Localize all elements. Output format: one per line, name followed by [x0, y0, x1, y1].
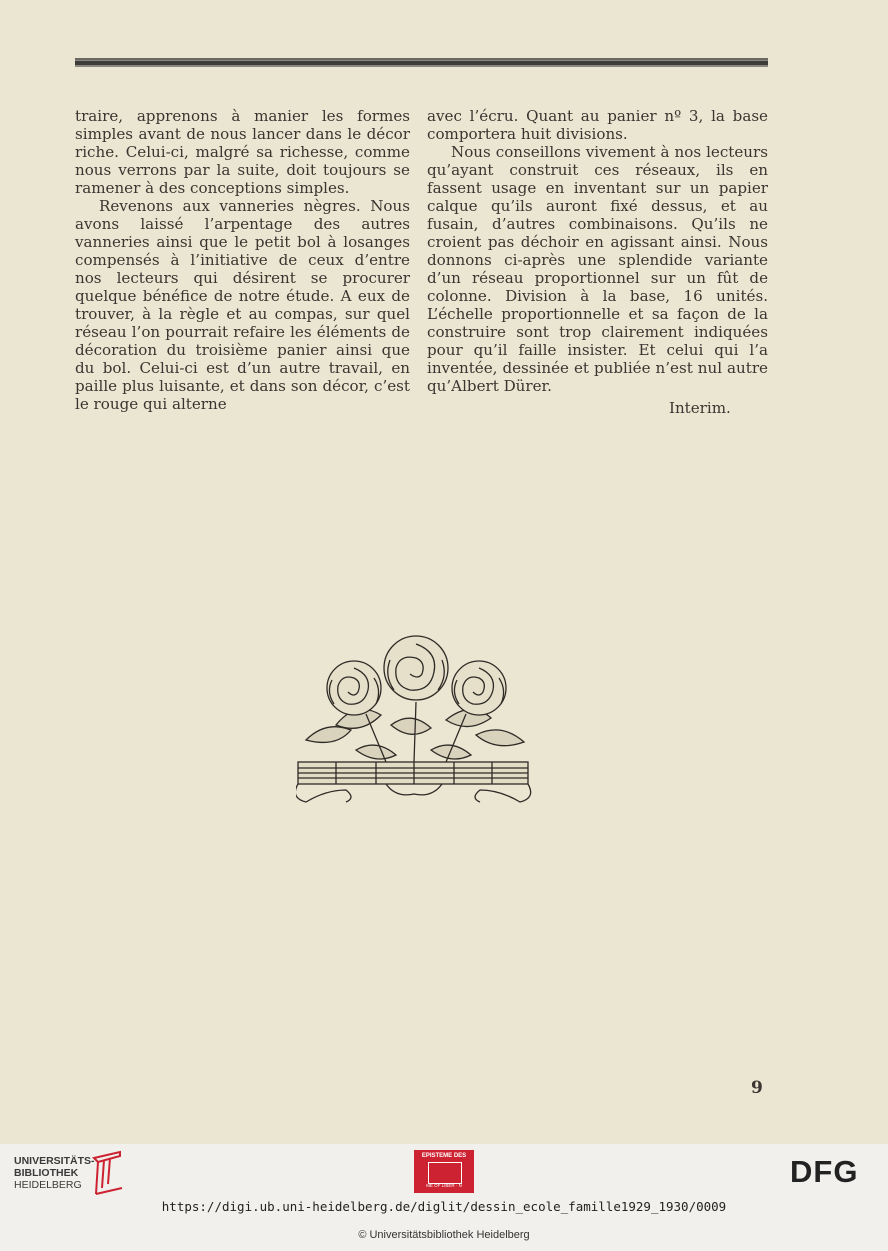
- right-paragraph-1: avec l’écru. Quant au panier nº 3, la base comportera huit divisions.: [427, 107, 768, 143]
- signature: Interim.: [669, 399, 731, 417]
- epistemes-emblem-icon: [428, 1162, 462, 1184]
- left-column: [75, 107, 410, 413]
- left-paragraph-1: traire, apprenons à manier les formes simples avant de nous lancer dans le décor riche. Celui-ci, malgré sa richesse, comme nous verrons par la suite, doit toujours se ramener à des conceptions simples.: [75, 107, 410, 197]
- library-logo[interactable]: [14, 1155, 95, 1191]
- header-rule: [75, 58, 768, 67]
- permalink-url[interactable]: https://digi.ub.uni-heidelberg.de/diglit/dessin_ecole_famille1929_1930/0009: [161, 1199, 727, 1214]
- dfg-logo[interactable]: DFG: [790, 1154, 859, 1189]
- left-paragraph-2: Revenons aux vanneries nègres. Nous avons laissé l’arpentage des autres vanneries ainsi que le petit bol à losanges compensés à l’initiative de ceux d’entre nos lecteurs qui désirent se procurer quelque bénéfice de notre étude. A eux de trouver, à la règle et au compas, sur quel réseau l’on pourrait refaire les éléments de décoration du troisième panier ainsi que du bol. Celui-ci est d’un autre travail, en paille plus luisante, et dans son décor, c’est le rouge qui alterne: [75, 197, 410, 413]
- rose-basket-ornament-icon: [296, 630, 532, 808]
- right-column: [427, 107, 768, 395]
- library-logo-line1: UNIVERSITÄTS-: [14, 1155, 95, 1167]
- epistemes-logo[interactable]: [414, 1150, 474, 1193]
- epistemes-title: EPISTEME DES: [421, 1153, 467, 1159]
- right-paragraph-2: Nous conseillons vivement à nos lecteurs qu’ayant construit ces réseaux, ils en fassent usage en inventant sur un papier calque qu’ils auront fixé dessus, et au fusain, d’autres combinaisons. Qu’ils ne croient pas déchoir en agissant ainsi. Nous donnons ci-après une splendide variante d’un réseau proportionnel sur un fût de colonne. Division à la base, 16 unités. L’échelle proportionnelle et sa façon de la construire sont trop clairement indiquées pour qu’il faille insister. Et celui qui l’a inventée, dessinée et publiée n’est nul autre qu’Albert Dürer.: [427, 143, 768, 395]
- library-mark-icon: [90, 1148, 126, 1198]
- epistemes-subtitle: ME OF LIBER · N: [426, 1183, 462, 1188]
- library-logo-line2: BIBLIOTHEK: [14, 1167, 79, 1179]
- copyright-notice: © Universitätsbibliothek Heidelberg: [358, 1229, 530, 1241]
- library-logo-line3: HEIDELBERG: [14, 1179, 82, 1191]
- page-number: 9: [751, 1078, 763, 1098]
